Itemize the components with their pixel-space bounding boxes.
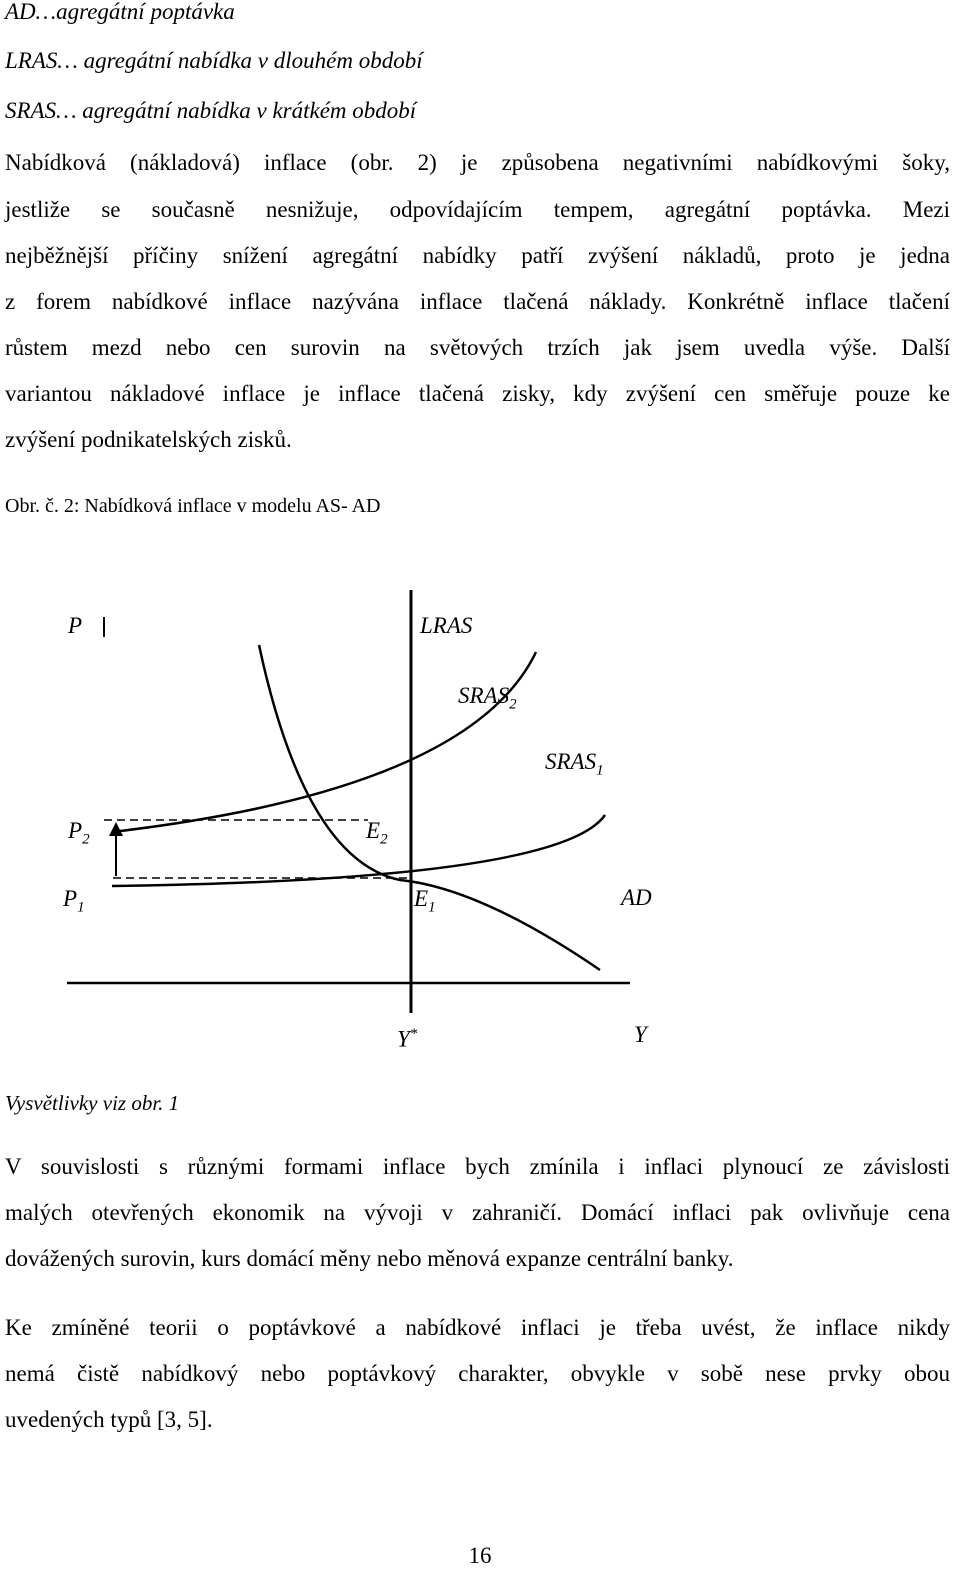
para1-line: z forem nabídkové inflace nazývána inflace tlačená náklady. Konkrétně inflace tlačení	[5, 289, 950, 314]
label-sras1: $SRAS_1$	[545, 749, 604, 779]
ad-curve	[259, 645, 600, 970]
para1-line: Nabídková (nákladová) inflace (obr. 2) je způsobena negativními nabídkovými šoky,	[5, 150, 950, 175]
para3-line: uvedených typů [3, 5].	[5, 1407, 213, 1432]
axis-label-y: Y	[634, 1022, 647, 1047]
figure-caption: Obr. č. 2: Nabídková inflace v modelu AS- AD	[5, 495, 381, 517]
para1-line: nejběžnější příčiny snížení agregátní nabídky patří zvýšení nákladů, proto je jedna	[5, 243, 950, 268]
axis-label-p: P	[68, 613, 83, 638]
label-e2: $E_2$	[366, 818, 388, 848]
label-ad: AD	[621, 885, 652, 910]
label-p2: $P_2$	[68, 818, 90, 848]
label-p1: $P_1$	[63, 886, 85, 916]
para1-line: zvýšení podnikatelských zisků.	[5, 427, 292, 452]
as-ad-diagram	[0, 560, 960, 1060]
para2-line: dovážených surovin, kurs domácí měny nebo měnová expanze centrální banky.	[5, 1246, 734, 1271]
label-lras: LRAS	[420, 613, 473, 638]
para2-line: V souvislosti s různými formami inflace bych zmínila i inflaci plynoucí ze závislosti	[5, 1154, 950, 1179]
para3-line: nemá čistě nabídkový nebo poptávkový charakter, obvykle v sobě nese prvky obou	[5, 1361, 950, 1386]
legend-lras: LRAS… agregátní nabídka v dlouhém období	[5, 48, 423, 73]
label-sras2: $SRAS_2$	[458, 683, 517, 713]
sras1-curve	[112, 815, 605, 886]
para1-line: variantou nákladové inflace je inflace tlačená zisky, kdy zvýšení cen směřuje pouze ke	[5, 381, 950, 406]
label-e1: $E_1$	[414, 886, 436, 916]
legend-ad: AD…agregátní poptávka	[5, 0, 235, 24]
para2-line: malých otevřených ekonomik na vývoji v zahraničí. Domácí inflaci pak ovlivňuje cena	[5, 1200, 950, 1225]
sras2-curve	[112, 652, 536, 832]
para1-line: jestliže se současně nesnižuje, odpovídajícím tempem, agregátní poptávka. Mezi	[5, 197, 950, 222]
price-increase-arrow-head	[109, 822, 123, 836]
explanation-note: Vysvětlivky viz obr. 1	[5, 1091, 180, 1115]
label-y-star: Y*	[397, 1026, 418, 1052]
legend-sras: SRAS… agregátní nabídka v krátkém období	[5, 98, 417, 123]
page-number: 16	[468, 1543, 492, 1568]
para3-line: Ke zmíněné teorii o poptávkové a nabídkové inflaci je třeba uvést, že inflace nikdy	[5, 1315, 950, 1340]
para1-line: růstem mezd nebo cen surovin na světových trzích jak jsem uvedla výše. Další	[5, 335, 950, 360]
